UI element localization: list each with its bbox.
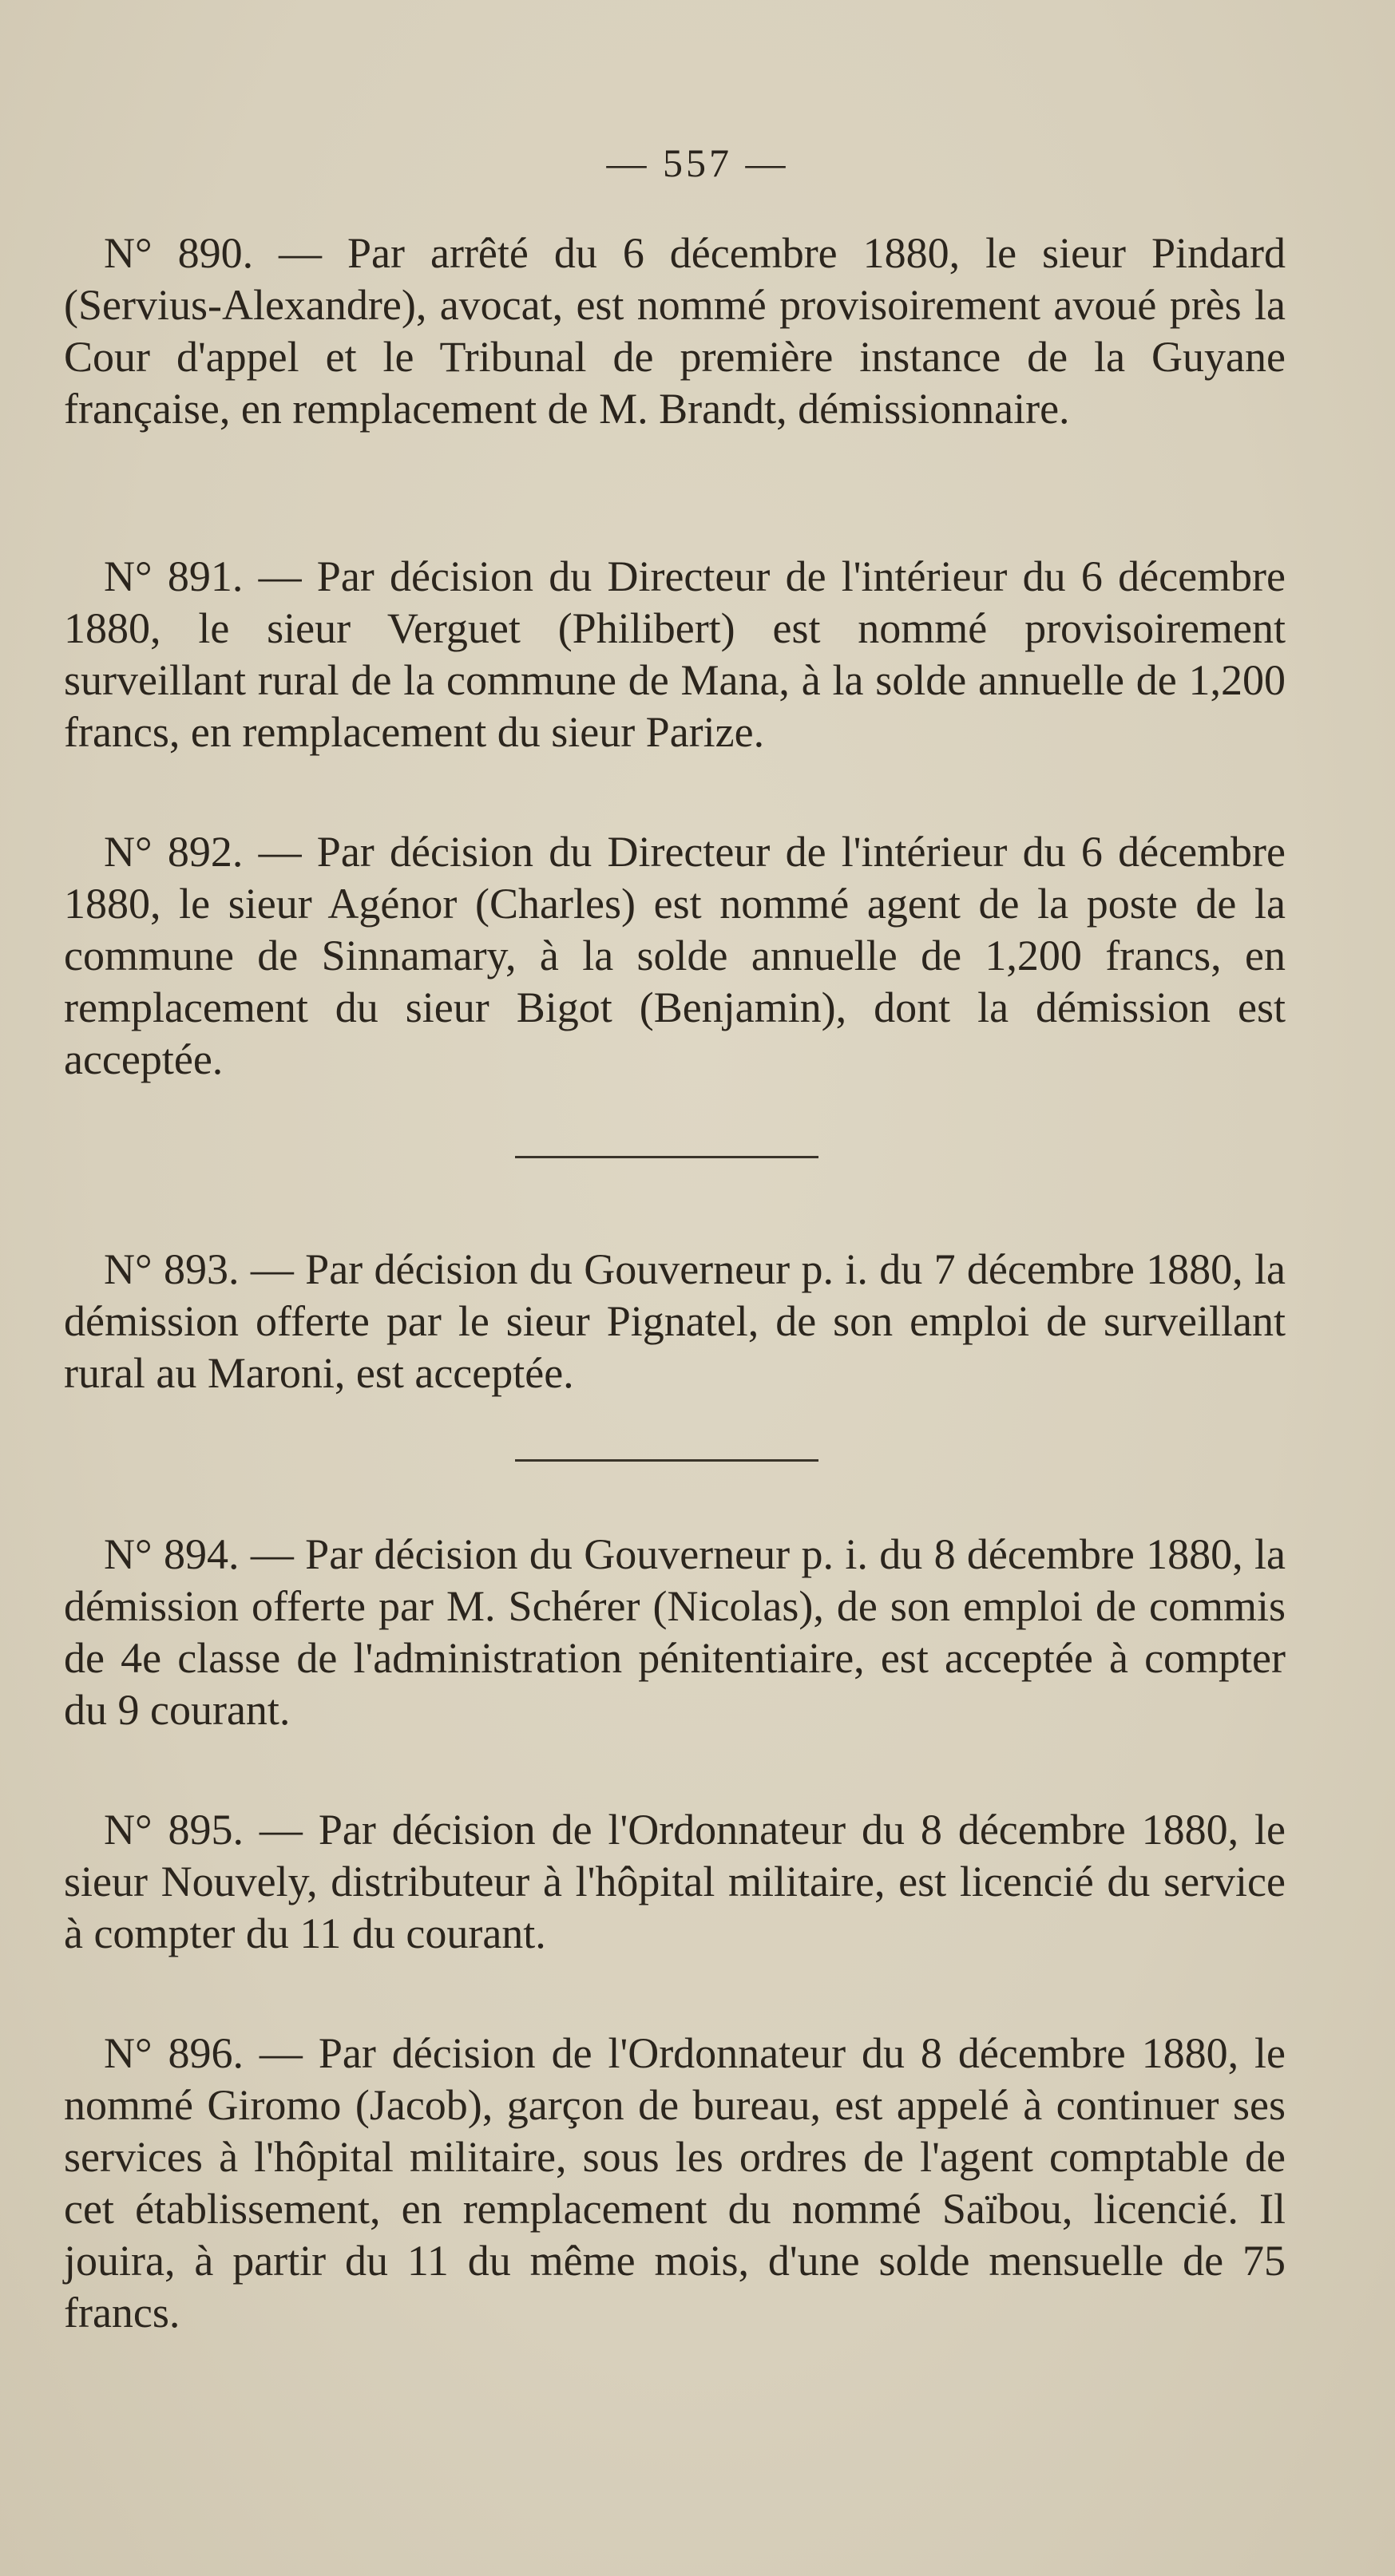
separator-rule <box>515 1459 818 1462</box>
entry-893 <box>64 1244 1286 1399</box>
entry-text: N° 894. — Par décision du Gouverneur p. i. du 8 décembre 1880, la démission offerte par M. Schérer (Nicolas), de son emploi de commis de 4e classe de l'administration pénitentiaire, est acceptée à compter du 9 courant. <box>64 1530 1286 1734</box>
separator-rule <box>515 1156 818 1158</box>
entry-text: N° 895. — Par décision de l'Ordonnateur du 8 décembre 1880, le sieur Nouvely, distributeur à l'hôpital militaire, est licencié du service à compter du 11 du courant. <box>64 1806 1286 1957</box>
entry-text: N° 893. — Par décision du Gouverneur p. i. du 7 décembre 1880, la démission offerte par le sieur Pignatel, de son emploi de surveillant rural au Maroni, est acceptée. <box>64 1245 1286 1397</box>
entry-text: N° 892. — Par décision du Directeur de l'intérieur du 6 décembre 1880, le sieur Agénor (Charles) est nommé agent de la poste de la commune de Sinnamary, à la solde annuelle de 1,200 francs, en remplacement du sieur Bigot (Benjamin), dont la démission est acceptée. <box>64 828 1286 1083</box>
page-number: — 557 — <box>606 140 789 185</box>
entry-894 <box>64 1529 1286 1736</box>
entry-892 <box>64 826 1286 1086</box>
entry-890 <box>64 228 1286 435</box>
entry-text: N° 891. — Par décision du Directeur de l'intérieur du 6 décembre 1880, le sieur Verguet (Philibert) est nommé provisoirement surveillant rural de la commune de Mana, à la solde annuelle de 1,200 francs, en remplacement du sieur Parize. <box>64 552 1286 756</box>
entry-895 <box>64 1804 1286 1960</box>
entry-896 <box>64 2028 1286 2339</box>
entry-text: N° 896. — Par décision de l'Ordonnateur du 8 décembre 1880, le nommé Giromo (Jacob), garçon de bureau, est appelé à continuer ses services à l'hôpital militaire, sous les ordres de l'agent comptable de cet établissement, en remplacement du nommé Saïbou, licencié. Il jouira, à partir du 11 du même mois, d'une solde mensuelle de 75 francs. <box>64 2029 1286 2337</box>
entry-text: N° 890. — Par arrêté du 6 décembre 1880, le sieur Pindard (Servius-Alexandre), avocat, est nommé provisoirement avoué près la Cour d'appel et le Tribunal de première instance de la Guyane française, en remplacement de M. Brandt, démissionnaire. <box>64 229 1286 433</box>
entry-891 <box>64 551 1286 758</box>
